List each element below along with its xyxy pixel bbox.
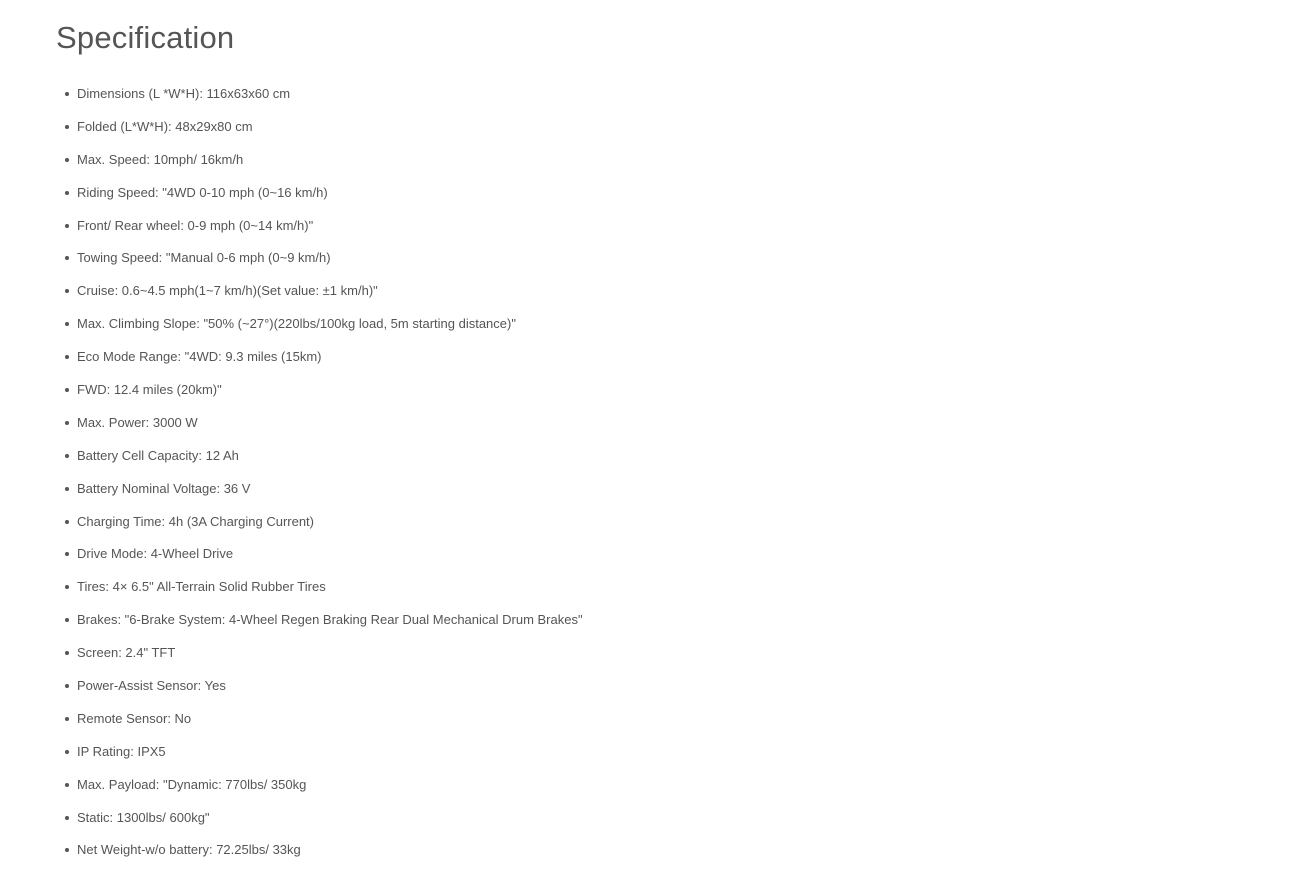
spec-text: Charging Time: 4h (3A Charging Current) xyxy=(77,513,315,529)
bullet-icon xyxy=(65,289,69,293)
spec-item xyxy=(62,834,583,867)
spec-item xyxy=(62,571,583,604)
bullet-icon xyxy=(65,256,69,260)
spec-text: Battery Cell Capacity: 12 Ah xyxy=(77,447,239,463)
spec-item xyxy=(62,407,583,440)
spec-item xyxy=(62,736,583,769)
bullet-icon xyxy=(65,224,69,228)
bullet-icon xyxy=(65,421,69,425)
spec-text: Remote Sensor: No xyxy=(77,710,192,726)
bullet-icon xyxy=(65,684,69,688)
spec-item xyxy=(62,538,583,571)
spec-item xyxy=(62,440,583,473)
bullet-icon xyxy=(65,388,69,392)
spec-text: Max. Climbing Slope: "50% (~27°)(220lbs/100kg load, 5m starting distance)" xyxy=(77,316,516,332)
spec-item xyxy=(62,341,583,374)
spec-item xyxy=(62,802,583,835)
bullet-icon xyxy=(65,454,69,458)
spec-item xyxy=(62,506,583,539)
bullet-icon xyxy=(65,487,69,491)
bullet-icon xyxy=(65,520,69,524)
spec-text: Power-Assist Sensor: Yes xyxy=(77,678,226,694)
spec-text: Front/ Rear wheel: 0-9 mph (0~14 km/h)" xyxy=(77,217,314,233)
spec-item xyxy=(62,308,583,341)
spec-item xyxy=(62,177,583,210)
bullet-icon xyxy=(65,816,69,820)
spec-item xyxy=(62,769,583,802)
bullet-icon xyxy=(65,191,69,195)
spec-item xyxy=(62,637,583,670)
bullet-icon xyxy=(65,618,69,622)
spec-text: Max. Power: 3000 W xyxy=(77,414,198,430)
spec-text: Drive Mode: 4-Wheel Drive xyxy=(77,546,234,562)
spec-item xyxy=(62,473,583,506)
spec-text: Battery Nominal Voltage: 36 V xyxy=(77,480,251,496)
spec-item xyxy=(62,111,583,144)
bullet-icon xyxy=(65,125,69,129)
spec-item xyxy=(62,144,583,177)
spec-text: Tires: 4× 6.5" All-Terrain Solid Rubber Tires xyxy=(77,579,326,595)
spec-text: Dimensions (L *W*H): 116x63x60 cm xyxy=(77,86,291,101)
spec-text: IP Rating: IPX5 xyxy=(77,743,166,759)
spec-item xyxy=(62,210,583,243)
spec-text: Cruise: 0.6~4.5 mph(1~7 km/h)(Set value: ±1 km/h)" xyxy=(77,283,378,299)
bullet-icon xyxy=(65,158,69,162)
spec-item xyxy=(62,374,583,407)
bullet-icon xyxy=(65,717,69,721)
bullet-icon xyxy=(65,848,69,852)
bullet-icon xyxy=(65,783,69,787)
spec-text: FWD: 12.4 miles (20km)" xyxy=(77,382,222,398)
spec-text: Screen: 2.4" TFT xyxy=(77,645,176,661)
bullet-icon xyxy=(65,585,69,589)
spec-text: Max. Payload: "Dynamic: 770lbs/ 350kg xyxy=(77,776,307,792)
bullet-icon xyxy=(65,92,69,96)
bullet-icon xyxy=(65,552,69,556)
spec-text: Brakes: "6-Brake System: 4-Wheel Regen Braking Rear Dual Mechanical Drum Brakes" xyxy=(77,612,583,628)
spec-item xyxy=(62,604,583,637)
spec-item xyxy=(62,275,583,308)
spec-text: Towing Speed: "Manual 0-6 mph (0~9 km/h) xyxy=(77,250,331,266)
bullet-icon xyxy=(65,355,69,359)
spec-item xyxy=(62,703,583,736)
bullet-icon xyxy=(65,750,69,754)
spec-text: Net Weight-w/o battery: 72.25lbs/ 33kg xyxy=(77,842,301,858)
spec-text: Max. Speed: 10mph/ 16km/h xyxy=(77,151,244,167)
bullet-icon xyxy=(65,322,69,326)
bullet-icon xyxy=(65,651,69,655)
spec-list xyxy=(62,78,583,867)
spec-item xyxy=(62,78,583,111)
section-title: Specification xyxy=(56,20,235,55)
spec-item xyxy=(62,242,583,275)
spec-text: Riding Speed: "4WD 0-10 mph (0~16 km/h) xyxy=(77,184,328,200)
spec-item xyxy=(62,670,583,703)
spec-text: Folded (L*W*H): 48x29x80 cm xyxy=(77,118,253,134)
spec-text: Static: 1300lbs/ 600kg" xyxy=(77,809,210,825)
spec-text: Eco Mode Range: "4WD: 9.3 miles (15km) xyxy=(77,349,322,365)
